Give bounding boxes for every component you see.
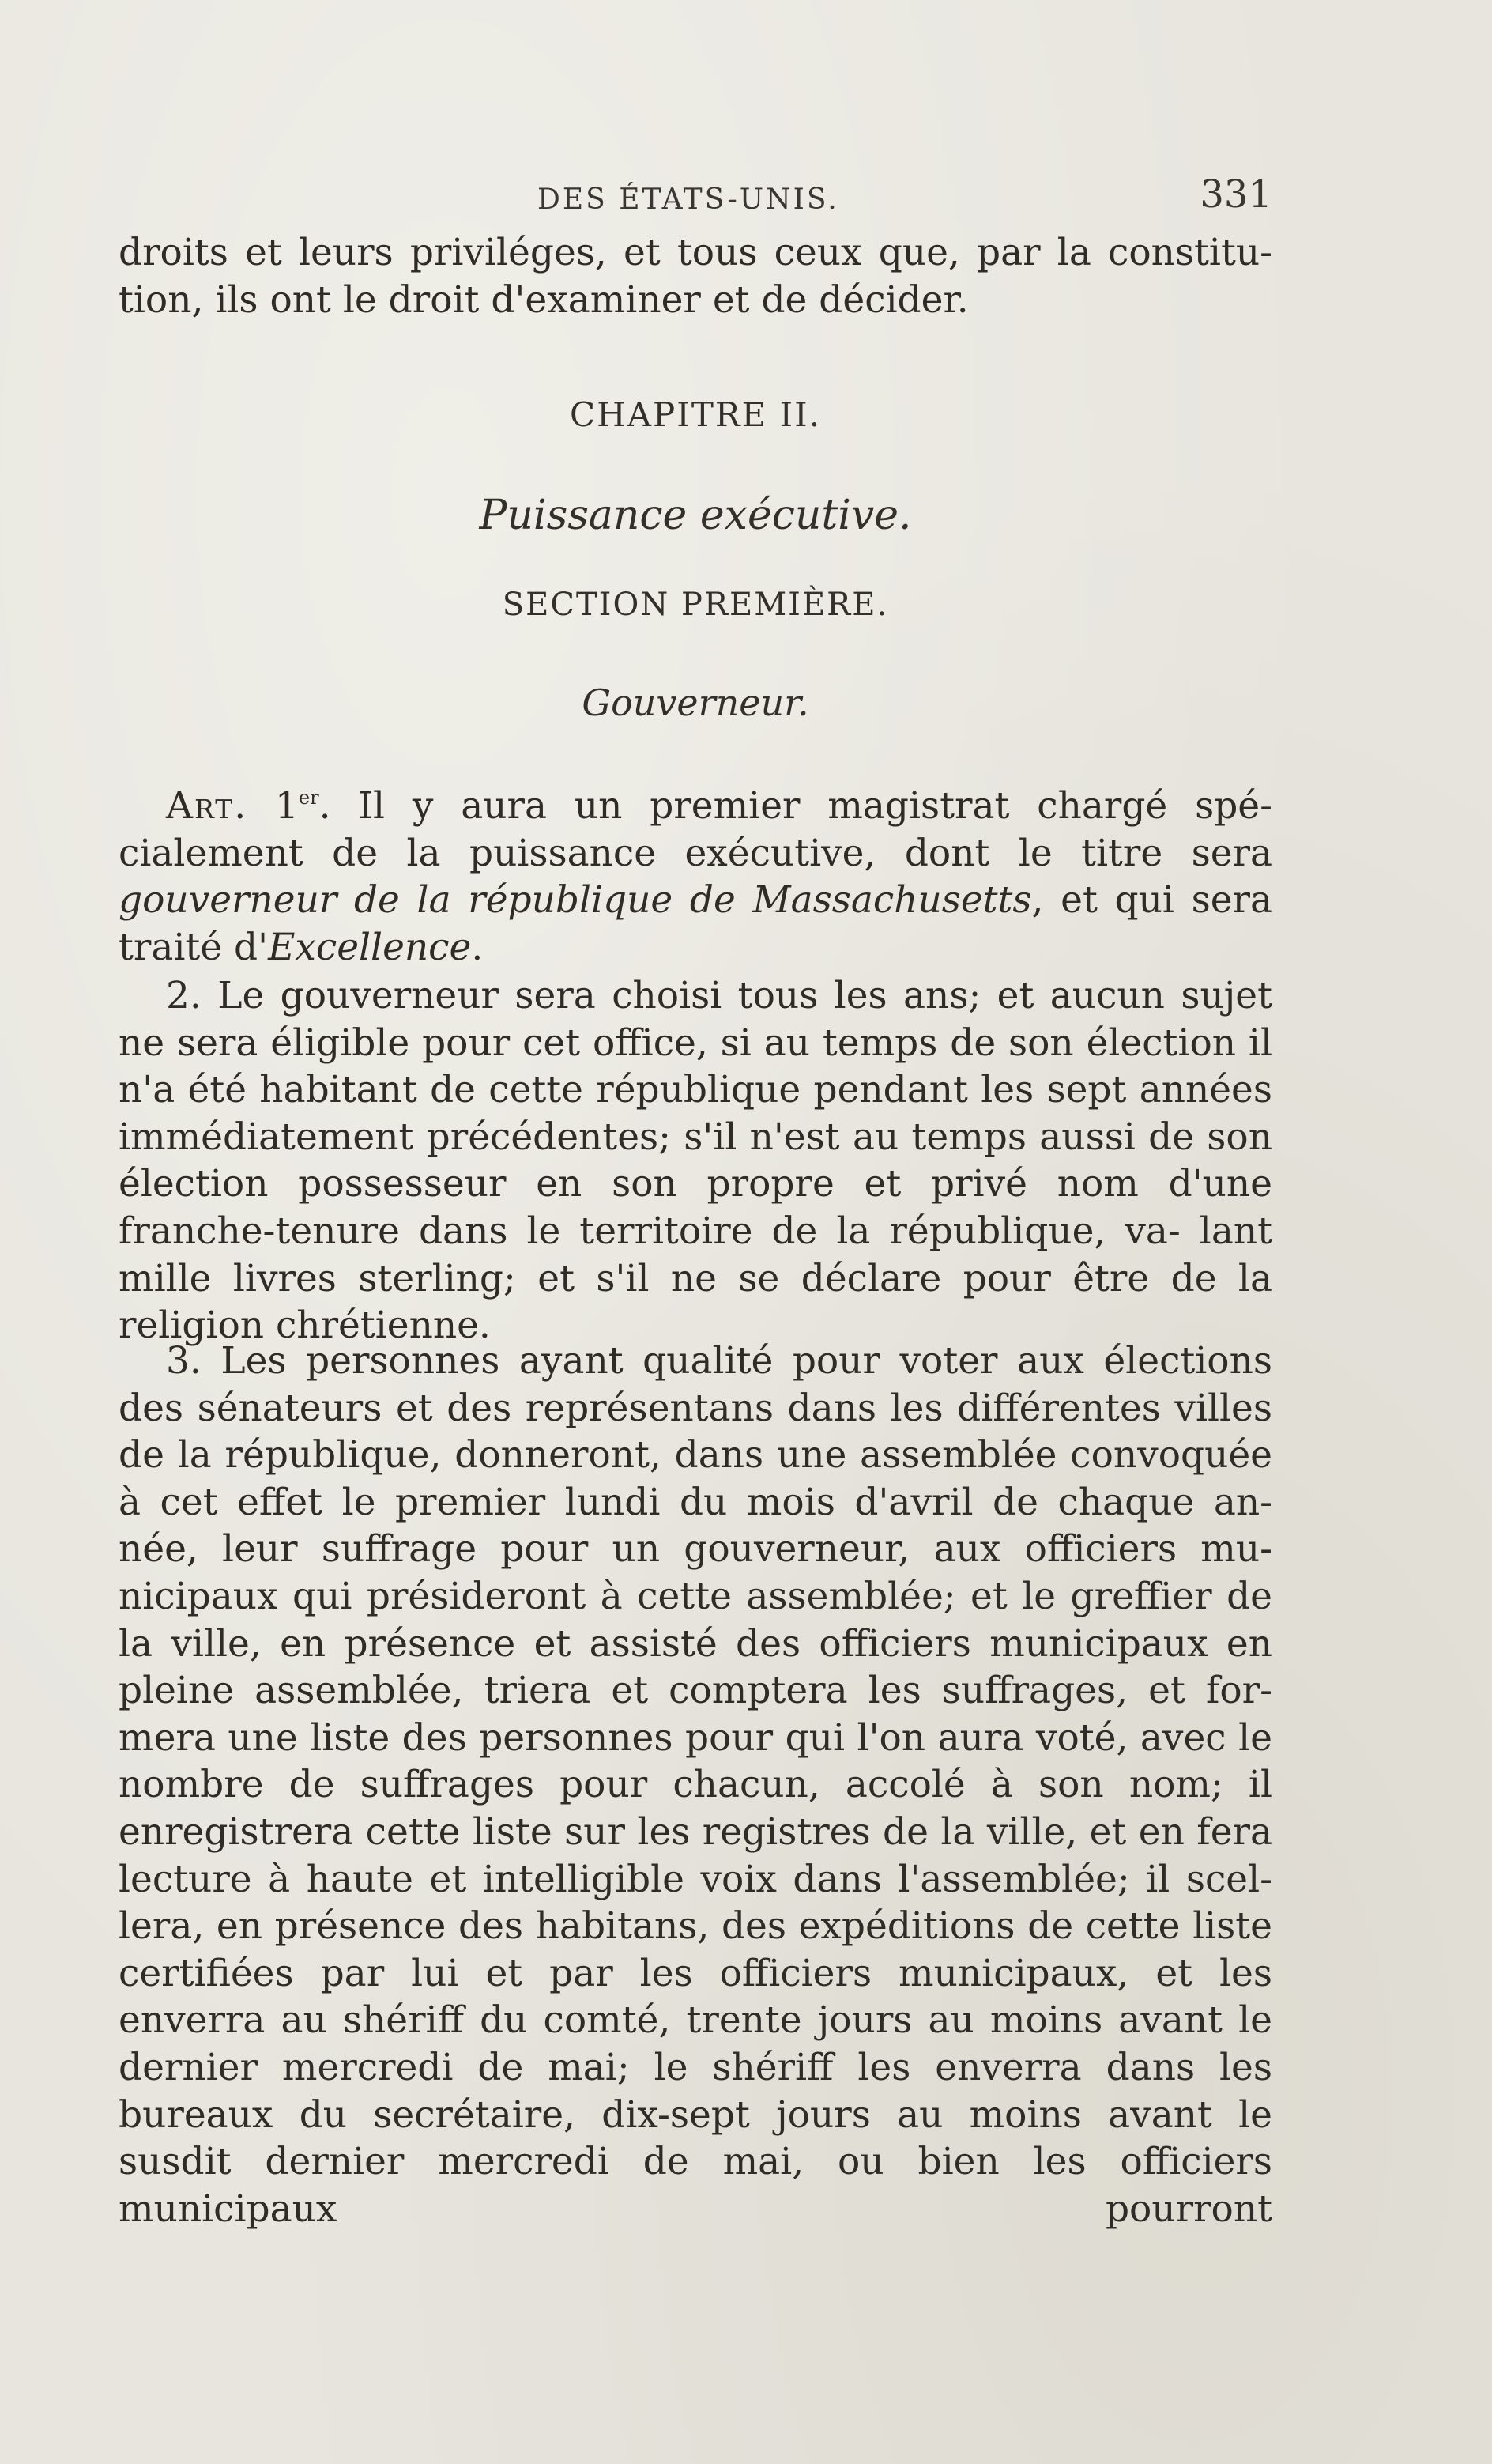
article-1-italic-excellence: Excellence xyxy=(268,925,472,969)
article-3-text: 3. Les personnes ayant qualité pour voter aux élections des sénateurs et des représentans dans les différentes villes de la république, donneront, dans une assemblée convoquée à cet effet le premier lundi du mois d'avril de chaque an- née, leur suffrage pour un gouverneur, aux officiers mu- nicipaux qui présideront à cette assemblée; et le greffier de la ville, en présence et assisté des officiers municipaux en pleine assemblée, triera et comptera les suffrages, et for- mera une liste des personnes pour qui l'on aura voté, avec le nombre de suffrages pour chacun, accolé à son nom; il enregistrera cette liste sur les registres de la ville, et en fera lecture à haute et intelligible voix dans l'assemblée; il scel- lera, en présence des habitans, des expéditions de cette liste certifiées par lui et par les officiers municipaux, et les enverra au shériff du comté, trente jours au moins avant le dernier mercredi de mai; le shériff les enverra dans les bureaux du secrétaire, dix-sept jours au moins avant le susdit dernier mercredi de mai, ou bien les officiers municipaux pourront xyxy=(119,1339,1272,2231)
section-subtitle: Gouverneur. xyxy=(582,681,809,724)
article-1-text-b: , et qui sera traité d' xyxy=(119,878,1272,969)
article-1-text-a: . Il y aura un premier magistrat chargé spé- cialement de la puissance exécutive, dont le titre sera xyxy=(119,784,1272,875)
opening-line-2: tion, ils ont le droit d'examiner et de décider. xyxy=(119,277,969,322)
chapter-heading: CHAPITRE II. xyxy=(569,395,822,434)
article-3-paragraph xyxy=(119,1338,1272,2232)
article-number: 1 xyxy=(275,784,299,828)
article-2-paragraph xyxy=(119,972,1272,1349)
article-1-text-c: . xyxy=(471,925,484,969)
opening-paragraph xyxy=(119,229,1272,323)
article-2-text: 2. Le gouverneur sera choisi tous les ans; et aucun sujet ne sera éligible pour cet office, si au temps de son élection il n'a été habitant de cette république pendant les sept années immédiatement précédentes; s'il n'est au temps aussi de son élection possesseur en son propre et privé nom d'une franche-tenure dans le territoire de la république, va- lant mille livres sterling; et s'il ne se déclare pour être de la religion chrétienne. xyxy=(119,974,1272,1348)
chapter-subtitle: Puissance exécutive. xyxy=(479,492,912,539)
running-title: DES ÉTATS-UNIS. xyxy=(537,183,839,216)
article-number-superscript: er xyxy=(298,787,319,809)
running-head xyxy=(119,172,1272,220)
article-1-paragraph xyxy=(119,783,1272,971)
section-heading: SECTION PREMIÈRE. xyxy=(502,587,889,623)
page-number: 331 xyxy=(1200,172,1272,217)
opening-line-1: droits et leurs priviléges, et tous ceux que, par la constitu- xyxy=(119,231,1272,274)
article-1-italic-title: gouverneur de la république de Massachusetts xyxy=(119,878,1032,923)
article-label: Art. xyxy=(166,784,248,828)
